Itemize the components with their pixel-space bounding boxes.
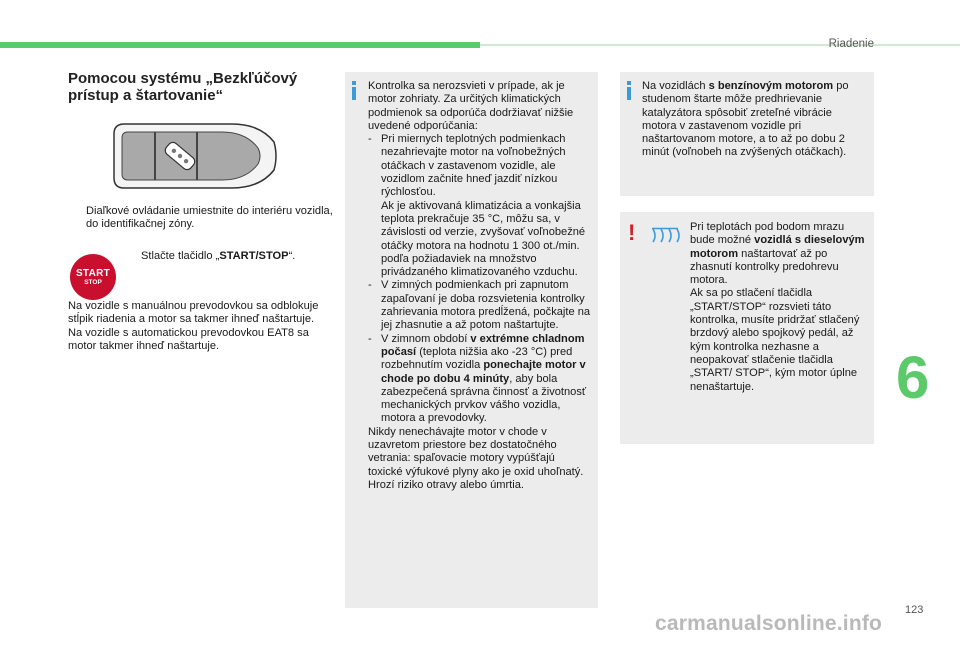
text-part: , aby bola zabezpečená správna činnosť a životnosť mechanických prvkov vášho vozidla, motora a prevodovky. [381, 372, 587, 425]
page-number: 123 [905, 604, 924, 616]
text-part: (teplota nižšia ako -23 °C) pred rozbehnutím vozidla [381, 345, 573, 372]
info-icon [352, 81, 356, 100]
instruction-press-start [125, 250, 335, 263]
emphasis: s benzínovým motorom [708, 80, 834, 92]
text-part: Stlačte tlačidlo „ [141, 250, 220, 262]
start-stop-button-icon [70, 254, 116, 300]
text-part: “. [288, 250, 296, 262]
emphasis: vozidlá s dieselovým motorom [690, 234, 865, 260]
cold-start-advice [368, 80, 592, 492]
dash-bullet: - [368, 133, 372, 146]
watermark: carmanualsonline.info [655, 612, 883, 635]
header-rule [480, 44, 960, 46]
list-item-text: Pri miernych teplotných podmienkach nezahrievajte motor na voľnobežných otáčkach v zastavenom vozidle, ale vozidlom začnite hneď jazdiť nízkou rýchlosťou. Ak je aktivovaná klimatizácia a vonkajšia teplota prekračuje 35 °C, môžu sa, v závislosti od verzie, zvyšovať voľnobežné otáčky motora na hodnotu 1 300 ot./min. podľa požiadaviek na množstvo privádzaného klimatizovaného vzduchu. [381, 133, 586, 279]
list-item-text [381, 333, 592, 426]
text-part: naštartovať až po zhasnutí kontrolky predohrevu motora. Ak sa po stlačení tlačidla „START/STOP“ rozsvieti táto kontrolka, musíte pridržať stlačený brzdový alebo spojkový pedál, až kým kontrolka nezhasne a neopakovať stlačenie tlačidla „START/ STOP“, kým motor úplne nenaštartuje. [690, 247, 860, 393]
list-item [368, 133, 592, 279]
advice-intro: Kontrolka sa nerozsvieti v prípade, ak je motor zohriaty. Za určitých klimatických podmienok sa odporúča dodržiavať nižšie uvedené odporúčania: [368, 80, 574, 132]
info-icon [627, 81, 631, 100]
instruction-text: Diaľkové ovládanie umiestnite do interiéru vozidla, do identifikačnej zóny. [86, 205, 333, 231]
text-part: po studenom štarte môže predhrievanie katalyzátora spôsobiť zreteľné vibrácie motora v zastavenom vozidle pri naštartovanom motore, a to až po dobu 2 minút (voľnobeh na zvýšených otáčkach). [642, 80, 849, 159]
advice-warning: Nikdy nenechávajte motor v chode v uzavretom priestore bez dostatočného vetrania: spaľovacie motory vypúšťajú toxické výfukové plyny ako je oxid uhoľnatý. Hrozí riziko otravy alebo úmrtia. [368, 425, 584, 491]
arrow-bullet-icon [70, 205, 86, 232]
text-part: Pri teplotách pod bodom mrazu bude možné [690, 221, 845, 247]
dash-bullet: - [368, 279, 372, 292]
start-label: START [75, 267, 111, 279]
section-name: Riadenie [828, 38, 874, 50]
button-name: START/STOP [219, 250, 289, 262]
instruction-place-remote [70, 205, 335, 232]
text-part: V zimnom období [381, 332, 471, 345]
chapter-number: 6 [896, 344, 930, 411]
list-item-text: V zimných podmienkach pri zapnutom zapaľovaní je doba rozsvietenia kontrolky zahrievania motora predĺžená, počkajte na jej zhasnutie a až potom naštartujte. [381, 279, 591, 332]
arrow-bullet-icon [125, 250, 141, 263]
instruction-text [141, 250, 295, 263]
emphasis: ponechajte motor v chode po dobu 4 minúty [381, 359, 586, 385]
text-part: Na vozidlách [642, 80, 709, 92]
emphasis: v extrémne chladnom počasí [381, 332, 585, 358]
dash-bullet: - [368, 332, 372, 345]
diesel-note [690, 221, 870, 394]
header-accent-bar [0, 42, 480, 48]
glow-plug-icon [650, 226, 680, 244]
list-item [368, 333, 592, 426]
warning-icon: ! [628, 220, 636, 245]
stop-label: STOP [84, 278, 102, 286]
petrol-note [642, 80, 867, 160]
car-key-zone-diagram [110, 120, 280, 192]
list-item [368, 279, 592, 332]
page-title: Pomocou systému „Bezkľúčový prístup a štartovanie“ [68, 70, 298, 104]
transmission-note: Na vozidle s manuálnou prevodovkou sa odblokuje stĺpik riadenia a motor sa takmer ihneď naštartuje. Na vozidle s automatickou prevodovkou EAT8 sa motor takmer ihneď naštartuje. [68, 300, 319, 352]
